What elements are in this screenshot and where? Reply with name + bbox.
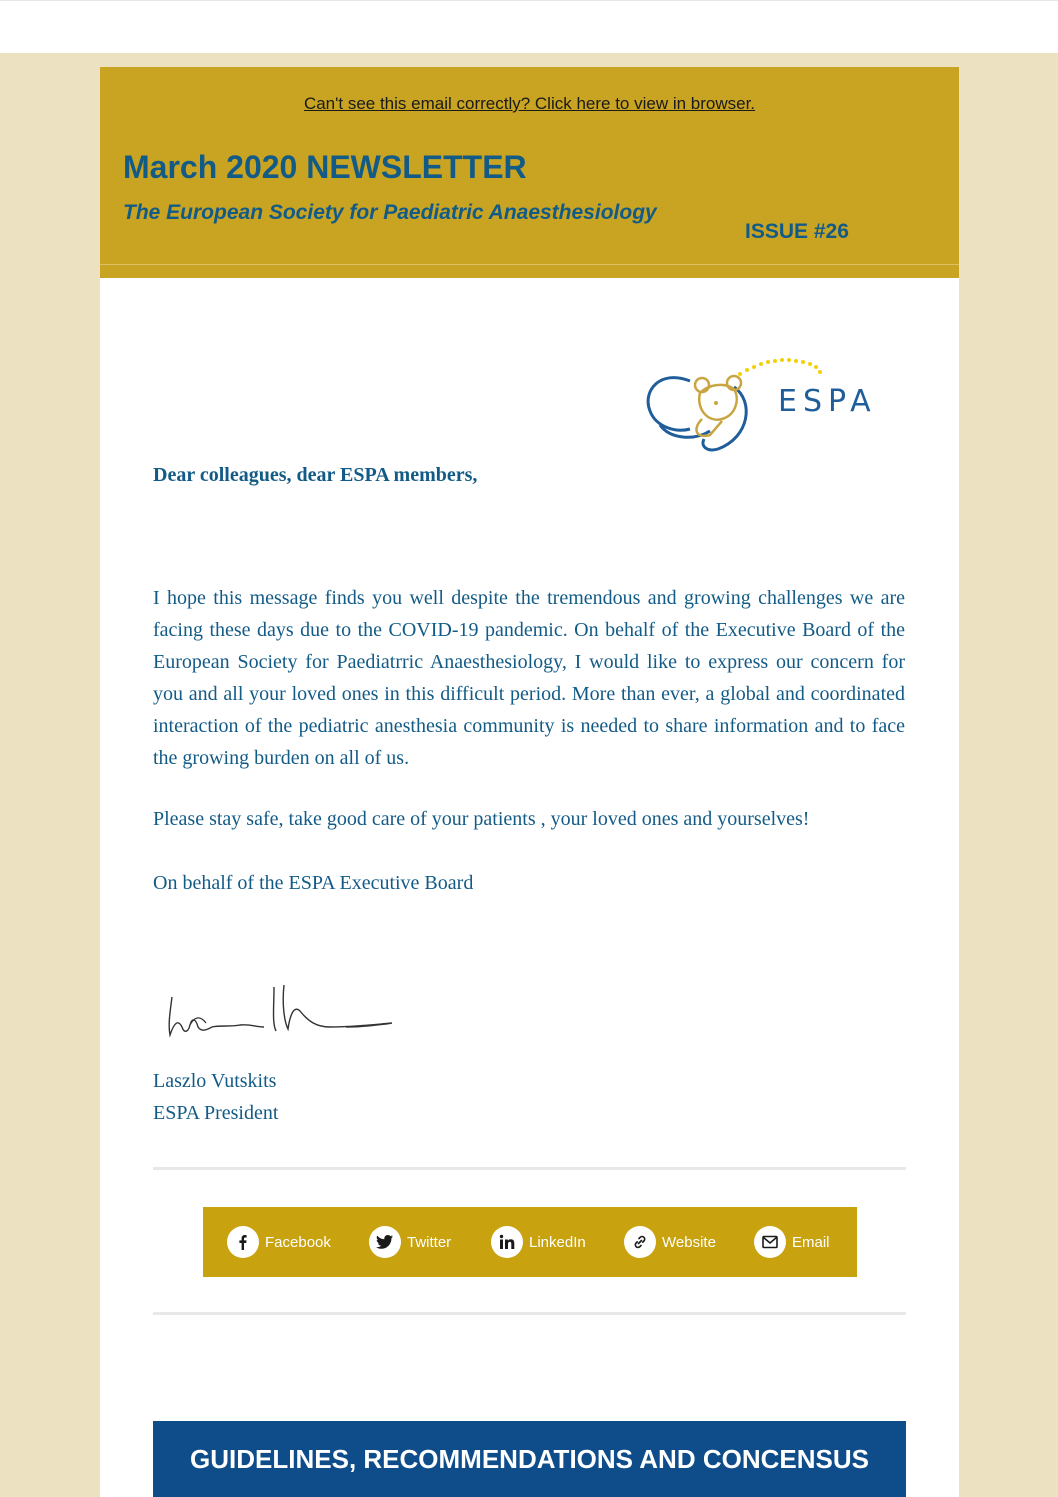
header-divider bbox=[100, 264, 959, 265]
letter-greeting: Dear colleagues, dear ESPA members, bbox=[153, 464, 478, 486]
divider-bottom bbox=[153, 1312, 906, 1315]
newsletter-title: March 2020 NEWSLETTER bbox=[123, 149, 527, 185]
newsletter-header bbox=[100, 67, 959, 278]
divider-top bbox=[153, 1167, 906, 1170]
social-label: Email bbox=[792, 1233, 830, 1251]
twitter-icon bbox=[369, 1226, 401, 1258]
president-signature bbox=[160, 967, 400, 1057]
social-linkedin[interactable] bbox=[491, 1226, 586, 1258]
link-icon bbox=[624, 1226, 656, 1258]
signer-name: Laszlo Vutskits bbox=[153, 1070, 277, 1092]
social-label: Twitter bbox=[407, 1233, 452, 1251]
social-facebook[interactable] bbox=[227, 1226, 331, 1258]
social-links-bar bbox=[203, 1207, 857, 1277]
letter-body: I hope this message finds you well despite the tremendous and growing challenges we are facing these days due to the COVID-19 pandemic. On behalf of the Executive Board of the European Society for Paediatrric Anaesthesiology, I would like to express our concern for you and all your loved ones in this difficult period. More than ever, a global and coordinated interaction of the pediatric anesthesia community is needed to share information and to face the growing burden on all of us. bbox=[153, 587, 905, 769]
facebook-icon bbox=[227, 1226, 259, 1258]
top-bar bbox=[0, 0, 1058, 53]
envelope-icon bbox=[754, 1226, 786, 1258]
view-in-browser-link[interactable]: Can't see this email correctly? Click here to view in browser. bbox=[303, 94, 756, 113]
social-label: Website bbox=[662, 1233, 716, 1251]
section-banner bbox=[153, 1421, 906, 1497]
logo-text: ESPA bbox=[778, 384, 877, 419]
society-name: The European Society for Paediatric Anaesthesiology bbox=[123, 201, 657, 224]
linkedin-icon bbox=[491, 1226, 523, 1258]
social-label: LinkedIn bbox=[529, 1233, 586, 1251]
koala-logo-icon bbox=[630, 339, 900, 454]
social-website[interactable] bbox=[624, 1226, 716, 1258]
social-label: Facebook bbox=[265, 1233, 331, 1251]
letter-closing: Please stay safe, take good care of your patients , your loved ones and yourselves! bbox=[153, 808, 810, 830]
espa-logo bbox=[630, 339, 900, 454]
letter-on-behalf: On behalf of the ESPA Executive Board bbox=[153, 872, 474, 894]
social-twitter[interactable] bbox=[369, 1226, 451, 1258]
social-email[interactable] bbox=[754, 1226, 830, 1258]
section-title: GUIDELINES, RECOMMENDATIONS AND CONCENSUS bbox=[190, 1444, 869, 1474]
newsletter-container bbox=[100, 67, 959, 1497]
signer-role: ESPA President bbox=[153, 1102, 279, 1124]
issue-number: ISSUE #26 bbox=[745, 220, 849, 243]
